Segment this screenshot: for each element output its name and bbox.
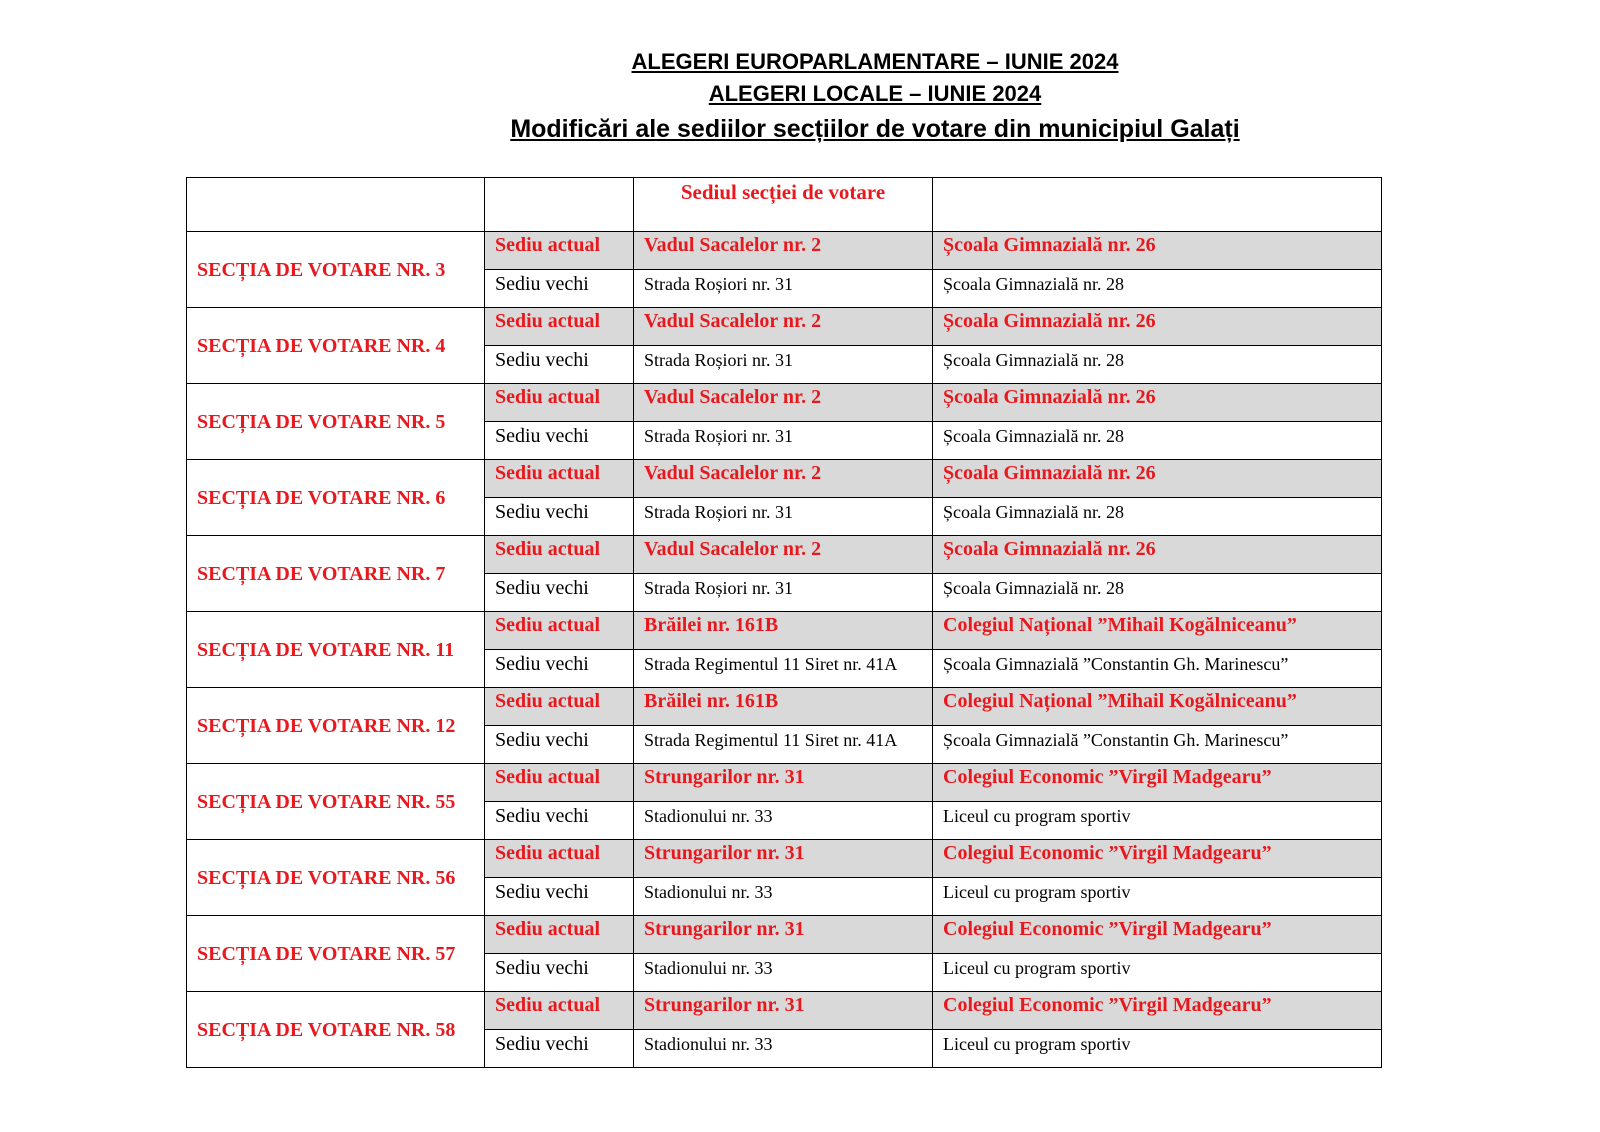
old-building-cell: Liceul cu program sportiv xyxy=(933,954,1382,992)
old-building-cell: Liceul cu program sportiv xyxy=(933,878,1382,916)
old-seat-type-cell: Sediu vechi xyxy=(485,650,634,688)
title-local-elections: ALEGERI LOCALE – IUNIE 2024 xyxy=(708,81,1042,106)
current-seat-type-cell: Sediu actual xyxy=(485,992,634,1030)
title-european-elections: ALEGERI EUROPARLAMENTARE – IUNIE 2024 xyxy=(631,49,1119,74)
old-building-cell: Școala Gimnazială nr. 28 xyxy=(933,346,1382,384)
table-row-current-seat xyxy=(187,840,1382,878)
header-cell-empty xyxy=(485,178,634,232)
old-address-cell: Strada Roșiori nr. 31 xyxy=(634,498,933,536)
current-address-cell: Vadul Sacalelor nr. 2 xyxy=(634,232,933,270)
old-seat-type-cell: Sediu vechi xyxy=(485,574,634,612)
old-seat-type-cell: Sediu vechi xyxy=(485,802,634,840)
polling-station-label: SECȚIA DE VOTARE NR. 3 xyxy=(187,232,485,308)
current-address-cell: Vadul Sacalelor nr. 2 xyxy=(634,460,933,498)
polling-station-label: SECȚIA DE VOTARE NR. 12 xyxy=(187,688,485,764)
document-title: Modificări ale sediilor secțiilor de votare din municipiul Galați xyxy=(510,115,1240,143)
table-row-current-seat xyxy=(187,764,1382,802)
header-cell-empty xyxy=(187,178,485,232)
old-address-cell: Stadionului nr. 33 xyxy=(634,878,933,916)
current-building-cell: Colegiul Economic ”Virgil Madgearu” xyxy=(933,916,1382,954)
current-building-cell: Școala Gimnazială nr. 26 xyxy=(933,384,1382,422)
current-building-cell: Colegiul Național ”Mihail Kogălniceanu” xyxy=(933,688,1382,726)
current-seat-type-cell: Sediu actual xyxy=(485,612,634,650)
old-building-cell: Școala Gimnazială nr. 28 xyxy=(933,422,1382,460)
current-address-cell: Strungarilor nr. 31 xyxy=(634,840,933,878)
old-seat-type-cell: Sediu vechi xyxy=(485,498,634,536)
polling-station-label: SECȚIA DE VOTARE NR. 7 xyxy=(187,536,485,612)
old-building-cell: Școala Gimnazială ”Constantin Gh. Marinescu” xyxy=(933,726,1382,764)
old-address-cell: Stadionului nr. 33 xyxy=(634,1030,933,1068)
old-building-cell: Școala Gimnazială nr. 28 xyxy=(933,574,1382,612)
current-building-cell: Școala Gimnazială nr. 26 xyxy=(933,460,1382,498)
table-row-current-seat xyxy=(187,308,1382,346)
table-row-current-seat xyxy=(187,688,1382,726)
current-building-cell: Colegiul Național ”Mihail Kogălniceanu” xyxy=(933,612,1382,650)
polling-station-label: SECȚIA DE VOTARE NR. 5 xyxy=(187,384,485,460)
document-header xyxy=(0,46,1600,148)
old-address-cell: Strada Regimentul 11 Siret nr. 41A xyxy=(634,650,933,688)
table-row-current-seat xyxy=(187,460,1382,498)
table-row-current-seat xyxy=(187,916,1382,954)
old-seat-type-cell: Sediu vechi xyxy=(485,422,634,460)
polling-station-label: SECȚIA DE VOTARE NR. 4 xyxy=(187,308,485,384)
current-seat-type-cell: Sediu actual xyxy=(485,308,634,346)
current-building-cell: Școala Gimnazială nr. 26 xyxy=(933,232,1382,270)
old-building-cell: Liceul cu program sportiv xyxy=(933,1030,1382,1068)
old-address-cell: Strada Roșiori nr. 31 xyxy=(634,422,933,460)
polling-station-label: SECȚIA DE VOTARE NR. 6 xyxy=(187,460,485,536)
current-address-cell: Brăilei nr. 161B xyxy=(634,688,933,726)
old-address-cell: Strada Regimentul 11 Siret nr. 41A xyxy=(634,726,933,764)
current-seat-type-cell: Sediu actual xyxy=(485,232,634,270)
table-body xyxy=(187,232,1382,1068)
current-seat-type-cell: Sediu actual xyxy=(485,688,634,726)
polling-station-label: SECȚIA DE VOTARE NR. 56 xyxy=(187,840,485,916)
header-cell-seat: Sediul secției de votare xyxy=(634,178,933,232)
current-seat-type-cell: Sediu actual xyxy=(485,536,634,574)
current-address-cell: Brăilei nr. 161B xyxy=(634,612,933,650)
current-seat-type-cell: Sediu actual xyxy=(485,840,634,878)
old-address-cell: Stadionului nr. 33 xyxy=(634,954,933,992)
old-seat-type-cell: Sediu vechi xyxy=(485,954,634,992)
current-address-cell: Vadul Sacalelor nr. 2 xyxy=(634,536,933,574)
old-building-cell: Școala Gimnazială ”Constantin Gh. Marinescu” xyxy=(933,650,1382,688)
old-address-cell: Strada Roșiori nr. 31 xyxy=(634,574,933,612)
old-address-cell: Strada Roșiori nr. 31 xyxy=(634,270,933,308)
table-row-current-seat xyxy=(187,612,1382,650)
current-address-cell: Vadul Sacalelor nr. 2 xyxy=(634,384,933,422)
current-seat-type-cell: Sediu actual xyxy=(485,916,634,954)
table-row-current-seat xyxy=(187,536,1382,574)
old-building-cell: Școala Gimnazială nr. 28 xyxy=(933,270,1382,308)
table-row-current-seat xyxy=(187,232,1382,270)
header-cell-empty xyxy=(933,178,1382,232)
old-seat-type-cell: Sediu vechi xyxy=(485,726,634,764)
current-seat-type-cell: Sediu actual xyxy=(485,384,634,422)
old-building-cell: Școala Gimnazială nr. 28 xyxy=(933,498,1382,536)
current-building-cell: Colegiul Economic ”Virgil Madgearu” xyxy=(933,764,1382,802)
old-seat-type-cell: Sediu vechi xyxy=(485,1030,634,1068)
polling-stations-table xyxy=(186,177,1382,1068)
current-address-cell: Strungarilor nr. 31 xyxy=(634,764,933,802)
current-address-cell: Strungarilor nr. 31 xyxy=(634,992,933,1030)
table-row-current-seat xyxy=(187,992,1382,1030)
current-building-cell: Colegiul Economic ”Virgil Madgearu” xyxy=(933,992,1382,1030)
old-seat-type-cell: Sediu vechi xyxy=(485,346,634,384)
old-building-cell: Liceul cu program sportiv xyxy=(933,802,1382,840)
current-building-cell: Colegiul Economic ”Virgil Madgearu” xyxy=(933,840,1382,878)
polling-station-label: SECȚIA DE VOTARE NR. 55 xyxy=(187,764,485,840)
old-seat-type-cell: Sediu vechi xyxy=(485,878,634,916)
old-address-cell: Strada Roșiori nr. 31 xyxy=(634,346,933,384)
current-building-cell: Școala Gimnazială nr. 26 xyxy=(933,536,1382,574)
table-header-row xyxy=(187,178,1382,232)
current-seat-type-cell: Sediu actual xyxy=(485,460,634,498)
polling-station-label: SECȚIA DE VOTARE NR. 58 xyxy=(187,992,485,1068)
polling-station-label: SECȚIA DE VOTARE NR. 57 xyxy=(187,916,485,992)
polling-station-label: SECȚIA DE VOTARE NR. 11 xyxy=(187,612,485,688)
table-row-current-seat xyxy=(187,384,1382,422)
old-seat-type-cell: Sediu vechi xyxy=(485,270,634,308)
current-address-cell: Vadul Sacalelor nr. 2 xyxy=(634,308,933,346)
old-address-cell: Stadionului nr. 33 xyxy=(634,802,933,840)
current-address-cell: Strungarilor nr. 31 xyxy=(634,916,933,954)
current-seat-type-cell: Sediu actual xyxy=(485,764,634,802)
current-building-cell: Școala Gimnazială nr. 26 xyxy=(933,308,1382,346)
